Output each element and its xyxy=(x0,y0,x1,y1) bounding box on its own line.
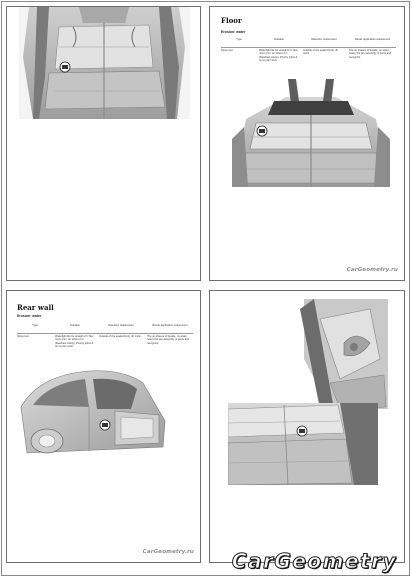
document-page-1 xyxy=(6,6,201,281)
rear-wall-body-illustration xyxy=(19,367,169,455)
table-header-repair: Repair application requirement xyxy=(354,38,391,41)
table-header-row xyxy=(17,324,193,333)
document-page-3 xyxy=(6,290,201,563)
rear-floor-closeup-illustration xyxy=(228,403,378,485)
table-header-detection: Detection requirement xyxy=(108,324,134,327)
rear-pillar-closeup-illustration xyxy=(300,299,390,409)
table-cell: Waterlight tile for straight 2 h Test more (min. air where it is (Flashtest cavity). Priority joints & on to prior work. xyxy=(259,49,298,62)
document-page-2 xyxy=(209,6,405,281)
table-header-duration: Duration xyxy=(274,38,284,41)
watermark-small: CarGeometry.ru xyxy=(142,549,194,555)
table-row xyxy=(221,49,396,63)
table-header-detection: Detection requirement xyxy=(311,38,337,41)
table-cell: Spray test xyxy=(17,335,29,338)
document-page-4 xyxy=(209,290,405,563)
table-row xyxy=(17,335,193,349)
table-cell: Waterlight tile for straight 2 h Test more (min. air where it is (Flashtest cavity). Priority joints & on to prior work. xyxy=(55,335,94,348)
table-header-type: Type xyxy=(236,38,242,41)
requirements-table xyxy=(221,38,396,63)
section-heading: Erosion: water xyxy=(17,314,42,318)
requirements-table xyxy=(17,324,193,349)
watermark-small: CarGeometry.ru xyxy=(346,267,398,273)
table-cell: Outside of the sealed body, 4h minin. xyxy=(303,49,338,56)
floor-underbody-illustration xyxy=(226,79,396,187)
table-header-row xyxy=(221,38,396,47)
table-header-type: Type xyxy=(32,324,38,327)
table-cell: The no phases of beside, no water heavy fire are assembly of joints and recognize. xyxy=(147,335,190,345)
table-cell: The no phases of beside, no water heavy fire are assembly of joints and recognize. xyxy=(349,49,392,59)
brand-watermark: CarGeometry xyxy=(231,549,397,573)
table-header-duration: Duration xyxy=(70,324,80,327)
section-heading: Erosion: water xyxy=(221,30,246,34)
page-title: Rear wall xyxy=(17,303,54,312)
underbody-rear-floor-illustration xyxy=(19,7,190,119)
table-header-repair: Repair application requirement xyxy=(152,324,188,327)
table-cell: Spray test xyxy=(221,49,233,52)
page-title: Floor xyxy=(221,16,242,25)
table-cell: Outside of the sealed body, 4h minin. xyxy=(99,335,142,338)
